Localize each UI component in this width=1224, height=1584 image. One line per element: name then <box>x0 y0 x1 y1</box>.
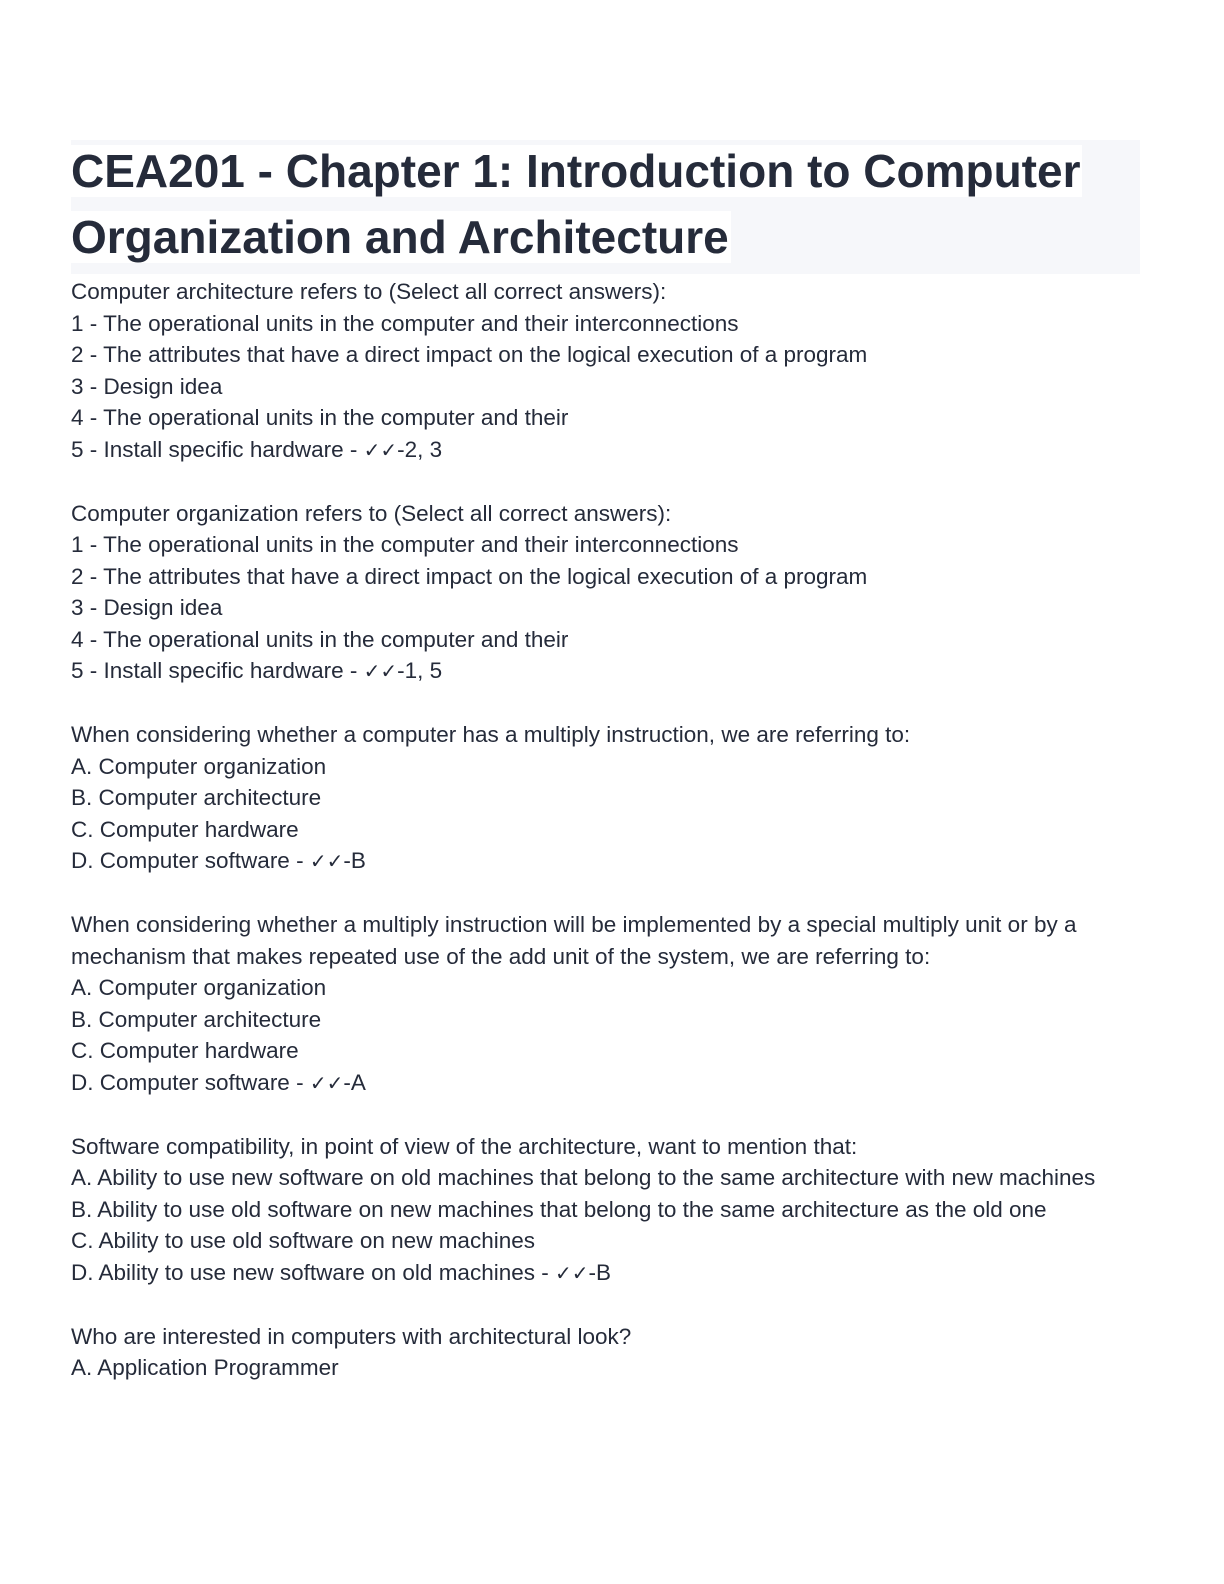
answer-option: A. Ability to use new software on old machines that belong to the same architecture with new machines <box>71 1165 1096 1190</box>
answer-option-text: D. Computer software - <box>71 1069 310 1095</box>
question-block <box>71 1321 1146 1384</box>
question-prompt: Software compatibility, in point of view of the architecture, want to mention that: <box>71 1133 858 1159</box>
question-block <box>71 1131 1146 1290</box>
answer-option: 3 - Design idea <box>71 373 223 399</box>
answer-option-last <box>71 845 1146 878</box>
answer-option-text: D. Computer software - <box>71 848 310 873</box>
answer-option-last <box>71 434 1146 467</box>
answer-option: B. Ability to use old software on new machines that belong to the same architecture as the old one <box>71 1196 1047 1222</box>
document-page <box>71 140 1146 1415</box>
question-prompt: Who are interested in computers with architectural look? <box>71 1323 632 1349</box>
answer-option: 1 - The operational units in the computer and their interconnections <box>71 310 739 336</box>
question-block <box>71 909 1146 1099</box>
answer-option: C. Computer hardware <box>71 1038 299 1063</box>
answer-option: A. Application Programmer <box>71 1355 339 1380</box>
question-block <box>71 719 1146 878</box>
answer-option: A. Computer organization <box>71 753 327 779</box>
question-block <box>71 498 1146 688</box>
answer-option-last <box>71 655 1146 688</box>
answer-option: B. Computer architecture <box>71 785 322 810</box>
page-title-text: CEA201 - Chapter 1: Introduction to Computer Organization and Architecture <box>71 145 1081 263</box>
question-prompt: Computer architecture refers to (Select all correct answers): <box>71 279 667 304</box>
answer-option: 3 - Design idea <box>71 595 223 620</box>
answer-option: B. Computer architecture <box>71 1006 322 1032</box>
answer-option-text: 5 - Install specific hardware - <box>71 658 364 683</box>
answer-option: C. Computer hardware <box>71 816 299 842</box>
answer-option: A. Computer organization <box>71 975 327 1000</box>
question-prompt: When considering whether a multiply instruction will be implemented by a special multiply unit or by a mechanism that makes repeated use of the add unit of the system, we are referring to: <box>71 912 1077 969</box>
answer-option: 2 - The attributes that have a direct impact on the logical execution of a program <box>71 563 868 589</box>
answer-option-text: 5 - Install specific hardware - <box>71 436 364 462</box>
answer-option: 1 - The operational units in the computer and their interconnections <box>71 532 739 557</box>
check-mark-icon: ✓✓ <box>554 1260 589 1285</box>
question-block <box>71 276 1146 466</box>
answer-option-text: D. Ability to use new software on old machines - <box>71 1259 555 1285</box>
check-mark-icon: ✓✓ <box>309 1070 344 1095</box>
correct-answer: -B <box>588 1259 611 1285</box>
correct-answer: -B <box>343 848 366 873</box>
document-content <box>71 276 1146 1384</box>
answer-option-last <box>71 1257 1146 1290</box>
correct-answer: -1, 5 <box>397 658 443 683</box>
page-title <box>71 138 1140 270</box>
answer-option: 4 - The operational units in the computer and their <box>71 405 569 430</box>
answer-option: C. Ability to use old software on new machines <box>71 1228 535 1253</box>
answer-option: 2 - The attributes that have a direct impact on the logical execution of a program <box>71 342 868 367</box>
check-mark-icon: ✓✓ <box>363 659 398 683</box>
question-prompt: When considering whether a computer has a multiply instruction, we are referring to: <box>71 722 911 747</box>
title-band <box>71 140 1140 274</box>
check-mark-icon: ✓✓ <box>309 849 344 873</box>
answer-option: 4 - The operational units in the computer and their <box>71 626 569 652</box>
question-prompt: Computer organization refers to (Select all correct answers): <box>71 500 672 526</box>
correct-answer: -2, 3 <box>397 436 443 462</box>
check-mark-icon: ✓✓ <box>363 437 398 462</box>
correct-answer: -A <box>343 1069 366 1095</box>
answer-option-last <box>71 1067 1146 1100</box>
